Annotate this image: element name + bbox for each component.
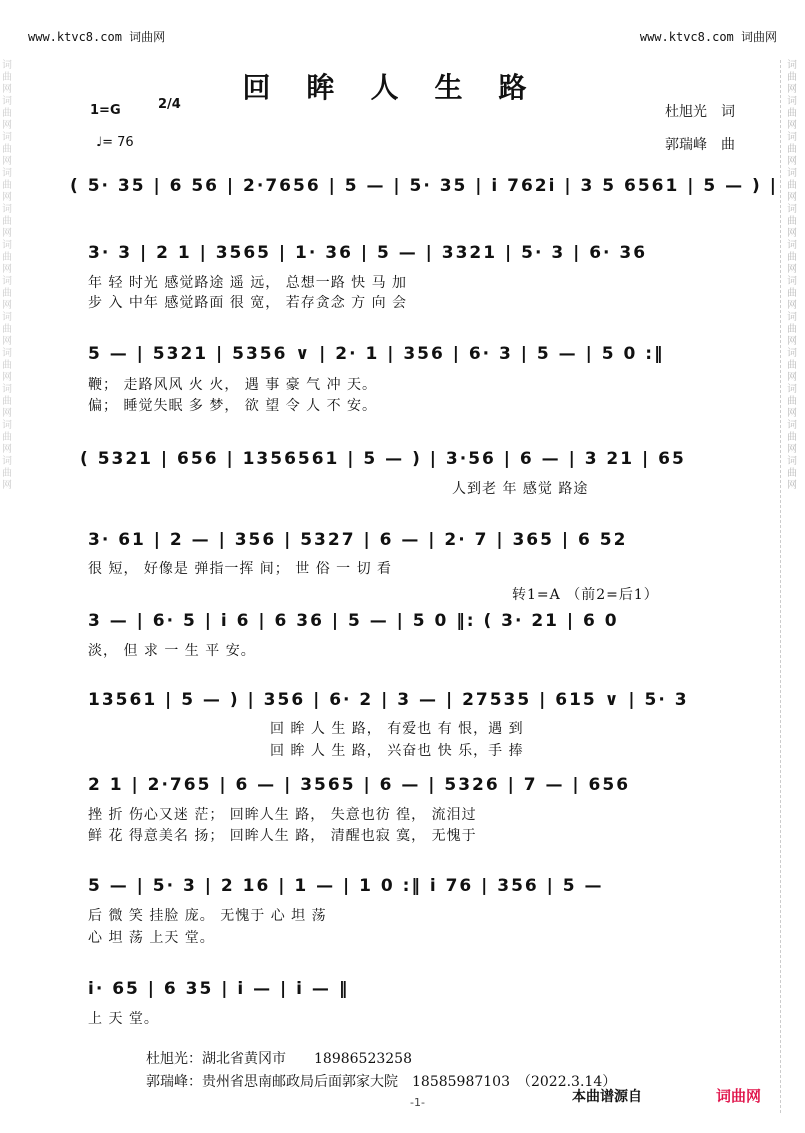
source-label: 本曲谱源自 [572, 1089, 642, 1105]
score-row-6-lyrics-1: 淡， 但 求 一 生 平 安。 [88, 643, 256, 659]
key-signature: 1=G [90, 103, 121, 118]
score-row-8-notes: 2 1 | 2·765 | 6 — | 3565 | 6 — | 5326 | 7 — | 656 [88, 775, 631, 795]
header-site-right: www.ktvc8.com 词曲网 [639, 30, 777, 44]
score-row-2-notes: 3· 3 | 2 1 | 3565 | 1· 36 | 5 — | 3321 | 5· 3 | 6· 36 [88, 243, 648, 263]
modulation-mark: 转1=A （前2=后1） [512, 587, 659, 603]
score-row-2-lyrics-1: 年 轻 时光 感觉路途 遥 远， 总想一路 快 马 加 [88, 275, 408, 291]
score-row-4-notes: ( 5321 | 656 | 1356561 | 5 — ) | 3·56 | 6 — | 3 21 | 65 [80, 449, 686, 469]
score-row-8-lyrics-1: 挫 折 伤心又迷 茫； 回眸人生 路， 失意也彷 徨， 流泪过 [88, 807, 477, 823]
left-watermark-strip: 词曲网词曲网词曲网词曲网词曲网词曲网词曲网词曲网词曲网词曲网词曲网词曲网 [2, 60, 12, 491]
score-row-5-lyrics-1: 很 短， 好像是 弹指一挥 间； 世 俗 一 切 看 [88, 561, 393, 577]
score-row-3-lyrics-2: 偏； 睡觉失眠 多 梦， 欲 望 令 人 不 安。 [88, 398, 378, 414]
score-row-7-notes: 13561 | 5 — ) | 356 | 6· 2 | 3 — | 27535 | 615 ∨ | 5· 3 [88, 690, 689, 710]
footer-lyricist-contact: 杜旭光：湖北省黄冈市 18986523258 [146, 1051, 412, 1067]
score-row-3-notes: 5 — | 5321 | 5356 ∨ | 2· 1 | 356 | 6· 3 | 5 — | 5 0 :‖ [88, 344, 665, 364]
score-row-9-lyrics-1: 后 微 笑 挂脸 庞。 无愧于 心 坦 荡 [88, 908, 327, 924]
score-row-2-lyrics-2: 步 入 中年 感觉路面 很 宽， 若存贪念 方 向 会 [88, 295, 408, 311]
score-row-9-notes: 5 — | 5· 3 | 2 16 | 1 — | 1 0 :‖ i 76 | 356 | 5 — [88, 876, 604, 896]
score-row-9-lyrics-2: 心 坦 荡 上天 堂。 [88, 930, 215, 946]
score-row-6-notes: 3 — | 6· 5 | i 6 | 6 36 | 5 — | 5 0 ‖: ( 3· 21 | 6 0 [88, 611, 619, 631]
score-row-3-lyrics-1: 鞭； 走路风风 火 火， 遇 事 豪 气 冲 天。 [88, 377, 378, 393]
score-row-1-notes: ( 5· 35 | 6 56 | 2·7656 | 5 — | 5· 35 | i 762i | 3 5 6561 | 5 — ) | [70, 176, 778, 196]
score-row-7-lyrics-2: 回 眸 人 生 路， 兴奋也 快 乐，手 捧 [270, 743, 524, 759]
time-signature: 2/4 [158, 97, 181, 112]
song-title: 回眸人生路 [242, 71, 563, 104]
score-row-10-notes: i· 65 | 6 35 | i — | i — ‖ [88, 979, 350, 999]
footer-composer-contact: 郭瑞峰：贵州省思南邮政局后面郭家大院 18585987103 （2022.3.14） [146, 1074, 617, 1090]
score-row-4-lyrics-1: 人到老 年 感觉 路途 [452, 481, 589, 497]
score-row-7-lyrics-1: 回 眸 人 生 路， 有爱也 有 恨，遇 到 [270, 721, 524, 737]
composer-credit: 郭瑞峰 曲 [665, 137, 735, 153]
score-row-10-lyrics-1: 上 天 堂。 [88, 1011, 159, 1027]
header-site-left: www.ktvc8.com 词曲网 [28, 30, 166, 44]
lyricist-credit: 杜旭光 词 [665, 104, 735, 120]
page-number: -1- [410, 1096, 425, 1109]
right-watermark-strip: 词曲网词曲网词曲网词曲网词曲网词曲网词曲网词曲网词曲网词曲网词曲网词曲网 [780, 60, 799, 1113]
tempo-mark: ♩= 76 [96, 135, 134, 150]
score-row-5-notes: 3· 61 | 2 — | 356 | 5327 | 6 — | 2· 7 | 365 | 6 52 [88, 530, 628, 550]
score-row-8-lyrics-2: 鲜 花 得意美名 扬； 回眸人生 路， 清醒也寂 寞， 无愧于 [88, 828, 477, 844]
brand-logo: 词曲网 [716, 1087, 762, 1105]
